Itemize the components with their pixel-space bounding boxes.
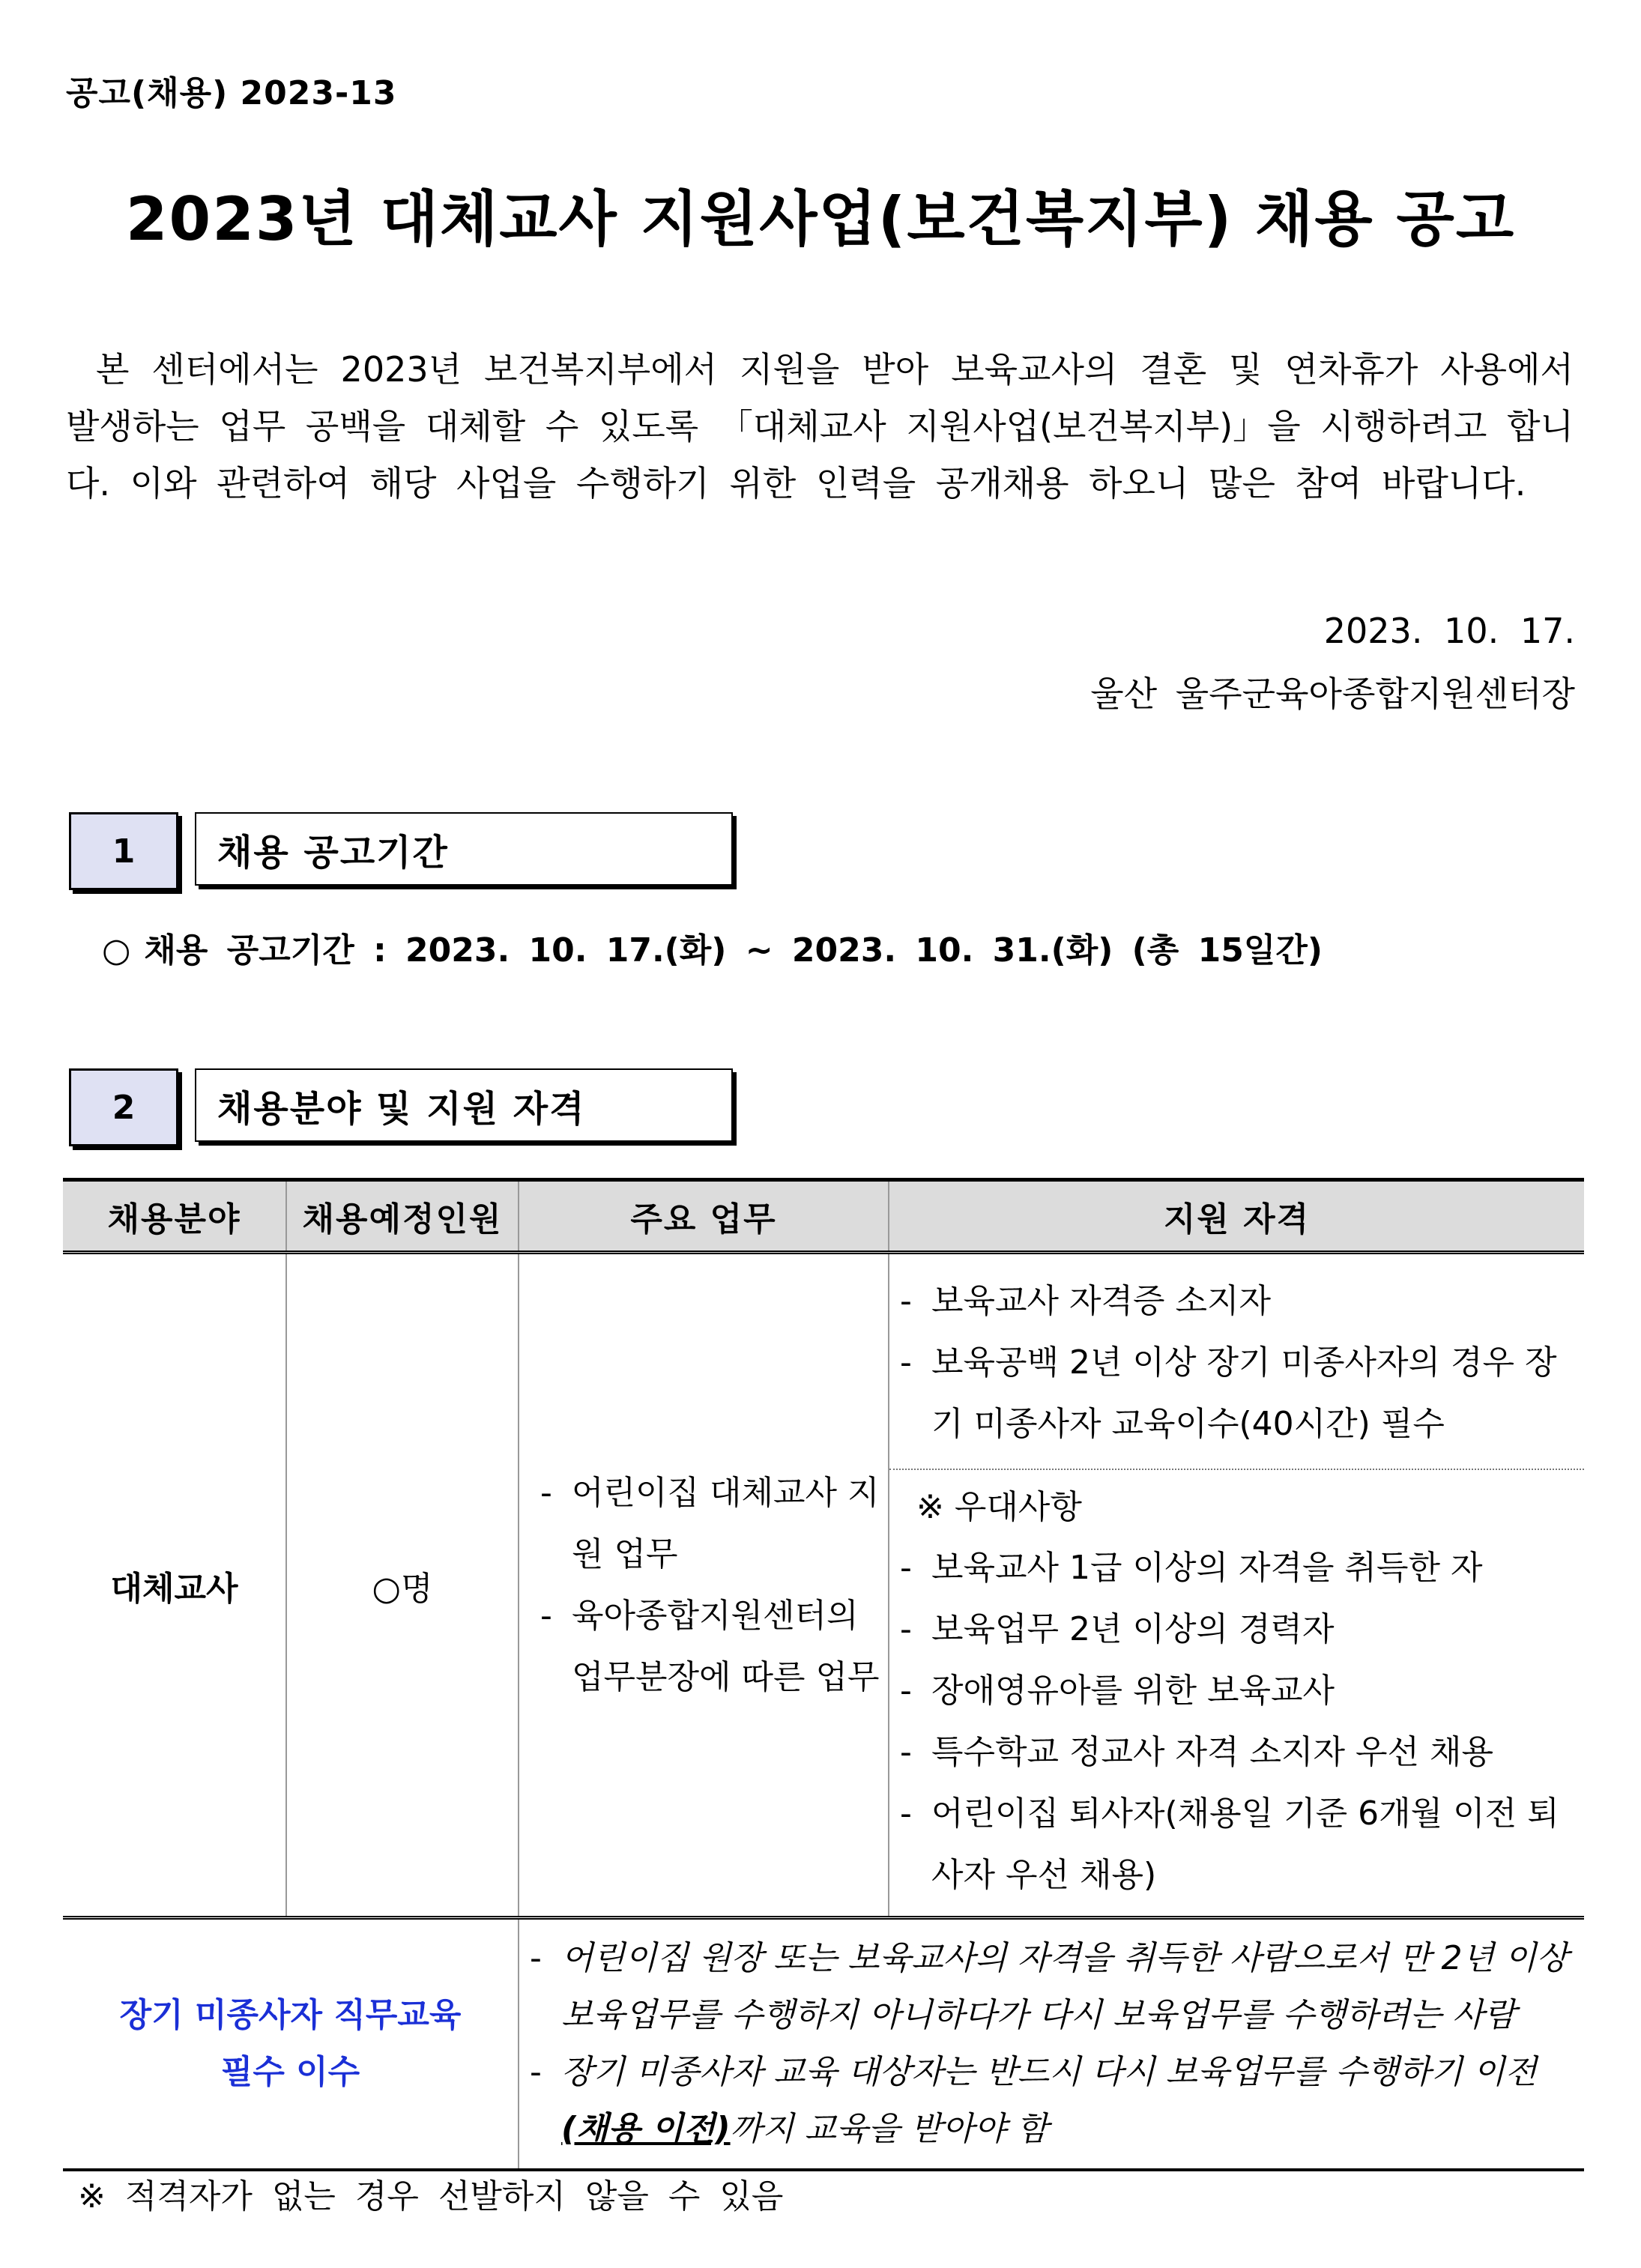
header-count: 채용예정인원 xyxy=(286,1180,519,1253)
list-item: - 보육공백 2년 이상 장기 미종사자의 경우 장기 미종사자 교육이수(40시간) 필수 xyxy=(900,1343,1557,1443)
list-item: - 장애영유아를 위한 보육교사 xyxy=(900,1671,1335,1710)
field-cell: 대체교사 xyxy=(63,1253,286,1918)
footer-note: ※ 적격자가 없는 경우 선발하지 않을 수 있음 xyxy=(78,2177,784,2216)
announcement-date: 2023. 10. 17. xyxy=(1323,611,1575,651)
header-duties: 주요 업무 xyxy=(519,1180,889,1253)
list-item: - 육아종합지원센터의 업무분장에 따른 업무 xyxy=(540,1596,880,1696)
preference-text: 어린이집 퇴사자(채용일 기준 6개월 이전 퇴사자 우선 채용) xyxy=(931,1794,1559,1894)
intro-section xyxy=(66,341,1574,512)
preference-title: ※ 우대사항 xyxy=(916,1487,1082,1526)
count-cell: ○명 xyxy=(286,1253,519,1918)
list-item: - 어린이집 대체교사 지원 업무 xyxy=(540,1473,880,1573)
header-qualifications: 지원 자격 xyxy=(889,1180,1584,1253)
document-number: 공고(채용) 2023-13 xyxy=(66,74,397,112)
list-item: - 어린이집 퇴사자(채용일 기준 6개월 이전 퇴사자 우선 채용) xyxy=(900,1794,1559,1894)
page-title: 2023년 대체교사 지원사업(보건복지부) 채용 공고 xyxy=(125,184,1516,254)
section-2-title: 채용분야 및 지원 자격 xyxy=(195,1068,733,1142)
recruitment-period-text: 채용 공고기간 : 2023. 10. 17.(화) ~ 2023. 10. 31.(화) (총 15일간) xyxy=(144,931,1323,970)
duties-list xyxy=(530,1463,880,1708)
requirement-text: 보육공백 2년 이상 장기 미종사자의 경우 장기 미종사자 교육이수(40시간) 필수 xyxy=(931,1343,1557,1443)
education-text: 까지 교육을 받아야 함 xyxy=(730,2110,1049,2148)
preferred-qualifications xyxy=(889,1470,1584,1914)
table-header-row xyxy=(63,1180,1584,1253)
preference-text: 장애영유아를 위한 보육교사 xyxy=(931,1671,1335,1710)
section-2-number: 2 xyxy=(69,1068,178,1146)
education-details-cell xyxy=(519,1918,1584,2171)
preference-text: 특수학교 정교사 자격 소지자 우선 채용 xyxy=(931,1732,1493,1771)
required-qualifications xyxy=(889,1257,1584,1470)
recruitment-table xyxy=(63,1178,1584,2171)
duty-text: 육아종합지원센터의 업무분장에 따른 업무 xyxy=(572,1596,880,1696)
education-label-line2: 필수 이수 xyxy=(220,2053,360,2091)
preference-text: 보육교사 1급 이상의 자격을 취득한 자 xyxy=(931,1548,1483,1587)
list-item: - 장기 미종사자 교육 대상자는 반드시 다시 보육업무를 수행하기 이전 (채용 이전)까지 교육을 받아야 함 xyxy=(530,2053,1537,2148)
table-row xyxy=(63,1253,1584,1918)
education-label-line1: 장기 미종사자 직무교육 xyxy=(119,1996,462,2034)
list-item: - 보육업무 2년 이상의 경력자 xyxy=(900,1609,1335,1648)
qualifications-cell xyxy=(889,1253,1584,1918)
intro-paragraph: 본 센터에서는 2023년 보건복지부에서 지원을 받아 보육교사의 결혼 및 연차휴가 사용에서 발생하는 업무 공백을 대체할 수 있도록 「대체교사 지원사업(보건복지부)」을 시행하려고 합니다. 이와 관련하여 해당 사업을 수행하기 위한 인력을 공개채용 하오니 많은 참여 바랍니다. xyxy=(66,349,1574,504)
education-row xyxy=(63,1918,1584,2171)
list-item: - 보육교사 자격증 소지자 xyxy=(900,1281,1272,1320)
header-field: 채용분야 xyxy=(63,1180,286,1253)
section-1-number: 1 xyxy=(69,812,178,890)
requirement-text: 보육교사 자격증 소지자 xyxy=(931,1281,1272,1320)
education-label-cell xyxy=(63,1918,519,2171)
circle-bullet-icon: ○ xyxy=(102,931,131,970)
preference-text: 보육업무 2년 이상의 경력자 xyxy=(931,1609,1335,1648)
list-item: - 보육교사 1급 이상의 자격을 취득한 자 xyxy=(900,1548,1483,1587)
education-text: 어린이집 원장 또는 보육교사의 자격을 취득한 사람으로서 만 2년 이상 보육업무를 수행하지 아니하다가 다시 보육업무를 수행하려는 사람 xyxy=(561,1939,1568,2034)
duty-text: 어린이집 대체교사 지원 업무 xyxy=(572,1473,880,1573)
issuer-name: 울산 울주군육아종합지원센터장 xyxy=(1090,674,1575,714)
recruitment-period xyxy=(102,923,1323,971)
list-item: - 어린이집 원장 또는 보육교사의 자격을 취득한 사람으로서 만 2년 이상 보육업무를 수행하지 아니하다가 다시 보육업무를 수행하려는 사람 xyxy=(530,1939,1568,2034)
education-emphasis: (채용 이전) xyxy=(561,2110,731,2148)
duties-cell xyxy=(519,1253,889,1918)
list-item: - 특수학교 정교사 자격 소지자 우선 채용 xyxy=(900,1732,1493,1771)
section-1-title: 채용 공고기간 xyxy=(195,812,733,886)
education-text: 장기 미종사자 교육 대상자는 반드시 다시 보육업무를 수행하기 이전 xyxy=(561,2053,1537,2091)
